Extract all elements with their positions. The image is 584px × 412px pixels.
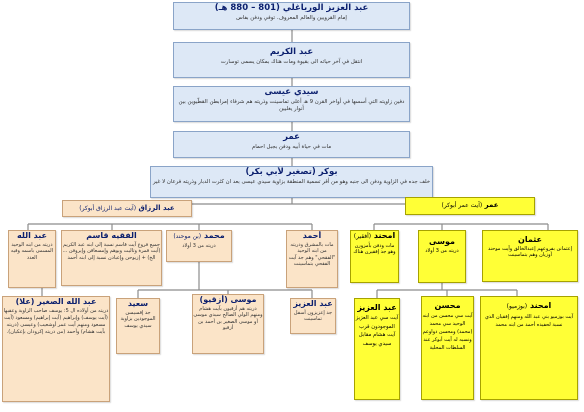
node-desc: آيت سي محسن من ابنه الوحيد سي محمد (محمد) ومحسن دواوعم ونسبه له آيت أبوكر عند السلطات المحلية [422, 313, 473, 351]
node-title: موسى (أزقيو) [199, 295, 257, 304]
node-sidi-issa [173, 86, 410, 122]
node-title: موسى [429, 237, 455, 246]
node-mohsen [421, 296, 474, 400]
node-mohammed [166, 230, 232, 262]
node-desc: ذريته هم أزقيون بآيت هشام ومنهم الولي الصالح سيدي موسى أو موسى الصغير بن أحمد بن أزقيو [193, 306, 263, 332]
node-abdelaziz-wryaghli [173, 2, 410, 30]
node-title: بوكر (تصغير لأبي بكر) [245, 167, 338, 177]
node-musa-right [418, 230, 466, 283]
node-abdelaziz-left [290, 298, 336, 334]
node-title: عبد العزيز [357, 303, 397, 312]
node-title: سعيد [127, 299, 149, 308]
node-desc: ذريته من 3 أولاد [425, 248, 459, 254]
node-desc: انتقل في آخر حياته الى بقيوة ومات هناك بمكان يسمى توسارت [220, 59, 363, 65]
node-title: الفقيه قاسم [86, 231, 137, 240]
node-musa-azqiyo [192, 294, 264, 354]
node-boukar [150, 166, 433, 198]
node-desc: إعثمانن بفروعهم إعبدالخالق وآيت موحند أوزيان وهم بتماسينت [487, 246, 572, 259]
node-desc: ذريته من ابنه الوحيد المسمى باسمه وفيه العدد [10, 242, 54, 261]
node-title: عبد العزيز الورياغلي (801 – 880 هـ) [214, 3, 369, 13]
node-desc: جميع فروع آيت قاسم نسبة إلى ابنه عبد الكريم (آيت قمرة وتاليت ويوهم وإمسعاقن وإيروفن ... الخ) + إزيوحن وإعبادن نسبة إلى ابنه أحمد [62, 242, 161, 261]
node-title: محمد [203, 231, 225, 240]
node-suffix: (أفقير) [353, 233, 372, 240]
node-desc: جد إقسيسن الموجودين بزاوية سيدي يوسف [120, 310, 156, 329]
node-desc: جد إعزيزون أسفل تماسينت [293, 310, 333, 323]
node-desc: مات في حياة أبيه ودفن بجبل احمام [251, 144, 332, 150]
node-desc: إمام القرويين والعالم المعروف. توفي ودفن بفاس [236, 15, 347, 21]
node-title: امحند [373, 231, 396, 240]
node-abdallah-saghir [2, 296, 110, 402]
node-suffix: (بوزميو) [506, 303, 528, 310]
node-desc: آيت سي عبد العزيز الموجودون قرب آيت هشام مقابل سيدي يوسف [355, 315, 399, 347]
node-ahmed [286, 230, 338, 288]
node-title: عبد العزيز [293, 299, 333, 308]
branch-abdrazzaq [62, 200, 192, 217]
node-desc: ذريته من أولاده ال 5: يوسف صاحب الزاوية وعقبها (آيت يوسف) وإبراهيم (آيت إبراهيم) ومسعود (آيت مسعود ومنهم آيت عمر أوشعيب) وعيسى (ذريته بآيت هشام) وأحمد (من ذريته إكرودان بإعكيان). [3, 308, 109, 335]
node-faqih-qasim [61, 230, 162, 286]
node-title: محسن [434, 301, 461, 310]
node-abdelaziz-right [354, 298, 400, 400]
node-desc: خلف جده في الزاوية ودفن الى جنبه وهو من أقر تسمية المنطقة بزاوية سيدي عيسى بعد ان كثرت الدبار وذريته فرعان لا غير [152, 179, 431, 185]
node-desc: آيت بوزميو بني عبد الله ومنهم إفقيان الذي نسبة لحفيده أحمد من ابنه محمد [484, 314, 574, 328]
branch-suffix: (آيت عبد الرزاق أبوكر) [79, 205, 137, 212]
node-title: عبد الله [17, 231, 47, 240]
node-amhend-bouzmiyo [480, 296, 578, 400]
node-desc: مات بالمشرق وذريته من ابنه الوحيد "الفقحي" وهم جد آيت الفقحي بتماسينت [288, 242, 336, 268]
node-amhend-afqir [350, 230, 399, 283]
branch-title: عبد الرزاق [138, 204, 175, 212]
node-abdallah [8, 230, 56, 288]
node-abdelkarim [173, 42, 410, 78]
branch-omar [405, 197, 535, 215]
node-said [116, 298, 160, 354]
node-suffix: (بن موحند) [173, 233, 202, 240]
branch-suffix: (آيت عمر أبوكر) [441, 202, 483, 209]
node-desc: دفين زاويته التي أسسها في أواخر القرن 9 ﻫ، أعلى تماسينت وذريته هم شرفاء إمرابطن القطّيوين بين أنوار يغليين [178, 99, 405, 112]
node-title: عبد الله الصغير (علا) [15, 297, 97, 306]
node-title: أحمد [302, 231, 322, 240]
node-title: عمر [283, 132, 300, 142]
node-title: امحند [529, 301, 552, 310]
node-othman [482, 230, 578, 282]
branch-title: عمر [484, 201, 499, 209]
node-desc: مات ودفن بأمزورن وهو جد إفقيرن هناك [353, 243, 396, 256]
node-desc: ذريته من 3 أولاد [182, 243, 216, 249]
node-title: سيدي عيسى [264, 87, 319, 97]
node-title: عثمان [518, 235, 542, 244]
node-title: عبد الكريم [269, 47, 314, 57]
node-omar-1 [173, 131, 410, 158]
